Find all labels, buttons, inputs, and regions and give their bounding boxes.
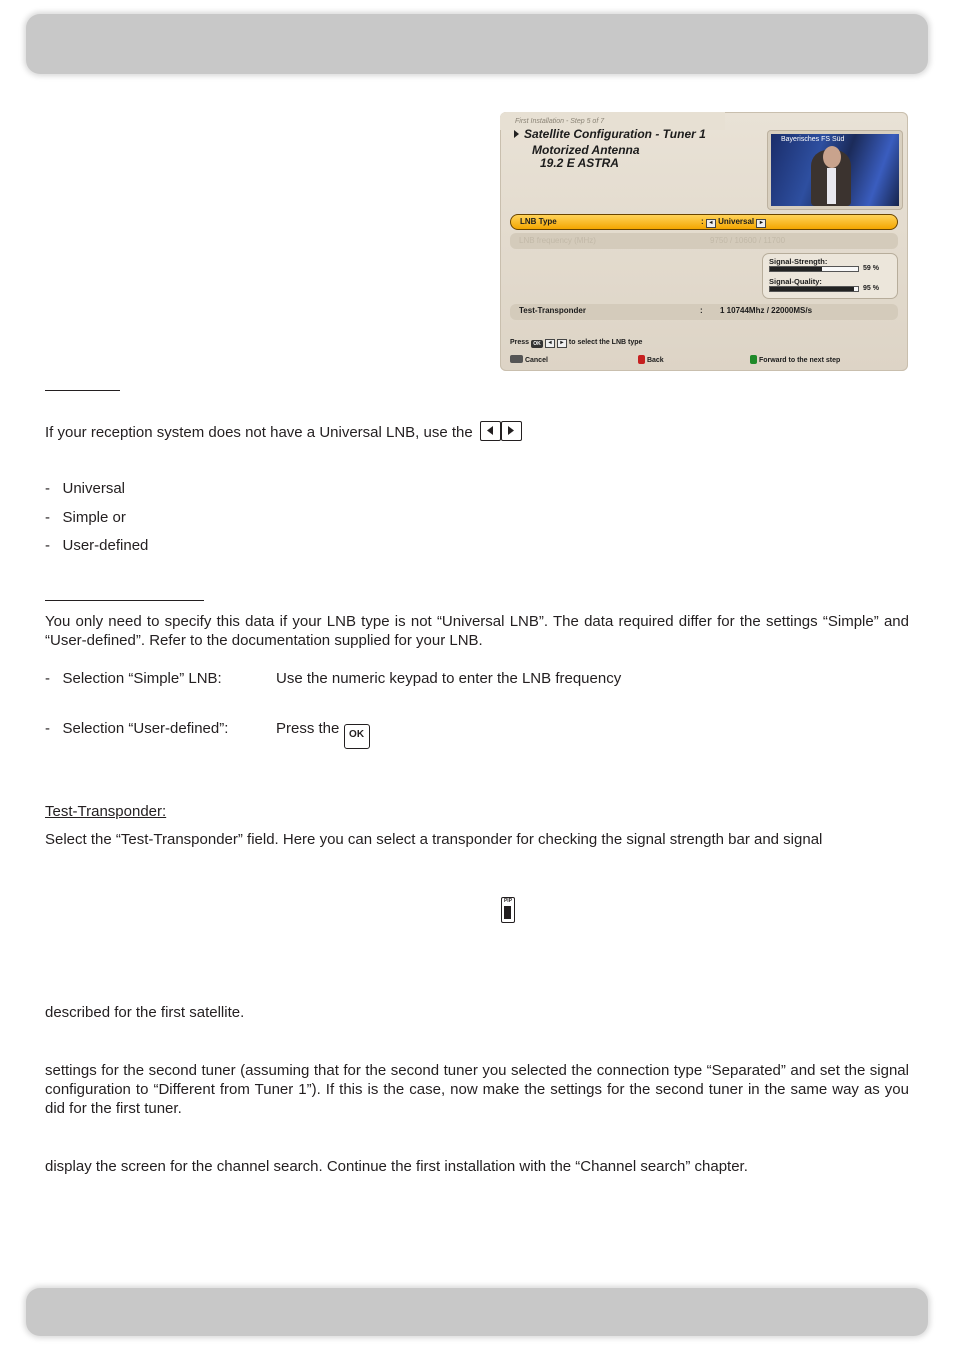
lnb-list-item-1: - Universal — [45, 480, 126, 497]
forward-label: Forward to the next step — [758, 357, 841, 364]
list-item-text: User-defined — [62, 537, 149, 554]
ok-key-icon: OK — [344, 724, 370, 749]
green-key-icon — [750, 355, 757, 364]
left-arrow-icon: ◂ — [706, 219, 716, 228]
signal-strength-label: Signal-Strength: — [769, 257, 828, 266]
back-hint[interactable] — [638, 355, 664, 364]
footer-band — [26, 1288, 928, 1336]
right-arrow-icon: ▸ — [756, 219, 766, 228]
signal-quality-fill — [770, 287, 854, 291]
first-satellite-line: described for the first satellite. — [45, 1004, 245, 1021]
cancel-hint[interactable] — [510, 355, 548, 364]
exit-key-icon — [510, 355, 523, 363]
tv-channel-name: Bayerisches FS Süd — [781, 136, 845, 143]
simple-lnb-text: Use the numeric keypad to enter the LNB frequency — [276, 670, 622, 687]
lnb-type-value-wrap: : ◂ Universal ▸ — [701, 217, 766, 228]
lnb-paragraph — [45, 421, 522, 442]
lnb-frequency-label: LNB frequency (MHz) — [519, 236, 596, 245]
list-item-text: Simple or — [62, 509, 126, 526]
channel-search-line: display the screen for the channel search. Continue the first installation with the “Channel search” chapter. — [45, 1158, 748, 1175]
frequency-paragraph: You only need to specify this data if your LNB type is not “Universal LNB”. The data required differ for the settings “Simple” and “User-defined”. Refer to the documentation supplied for your LNB. — [45, 613, 909, 649]
tv-picture — [771, 134, 899, 206]
lnb-frequency-value: 9750 / 10600 / 11700 — [710, 236, 786, 245]
user-defined-text-wrap — [276, 707, 370, 749]
test-transponder-label: Test-Transponder — [519, 306, 586, 315]
signal-box — [762, 253, 898, 299]
cancel-label: Cancel — [524, 357, 548, 364]
heading-underline-frequency — [45, 600, 204, 601]
screen-step: First Installation - Step 5 of 7 — [515, 118, 605, 125]
pip-key-fill — [504, 906, 511, 919]
signal-strength-value: 59 % — [863, 265, 879, 272]
forward-hint[interactable] — [750, 355, 840, 364]
left-key-icon: ◂ — [545, 339, 555, 348]
simple-lnb-label: Selection “Simple” LNB: — [62, 670, 222, 687]
right-key-icon: ▸ — [557, 339, 567, 348]
lnb-frequency-row — [510, 233, 898, 249]
help-line — [510, 339, 642, 348]
title-arrow-icon — [514, 130, 519, 138]
lnb-paragraph-text: If your reception system does not have a Universal LNB, use the — [45, 424, 473, 441]
pip-key-label: PIP — [503, 898, 513, 904]
satellite-config-screenshot — [500, 112, 908, 371]
user-defined-item: - Selection “User-defined”: Press the OK — [45, 719, 228, 738]
test-transponder-colon: : — [700, 306, 703, 315]
user-defined-text: Press the — [276, 720, 340, 737]
lnb-list-item-2: - Simple or — [45, 509, 126, 526]
test-transponder-row[interactable] — [510, 304, 898, 320]
test-transponder-paragraph: Select the “Test-Transponder” field. Here you can select a transponder for checking the signal strength bar and signal — [45, 831, 823, 848]
screen-satellite: 19.2 E ASTRA — [540, 156, 619, 170]
user-defined-label: Selection “User-defined”: — [62, 720, 229, 737]
heading-underline-lnb — [45, 390, 120, 391]
signal-quality-label: Signal-Quality: — [769, 277, 822, 286]
simple-lnb-item: - Selection “Simple” LNB: Use the numeric keypad to enter the LNB frequency — [45, 670, 622, 687]
back-label: Back — [646, 357, 664, 364]
tv-preview — [767, 130, 903, 210]
test-transponder-heading: Test-Transponder: — [45, 803, 167, 820]
red-key-icon — [638, 355, 645, 364]
press-text: Press — [510, 339, 530, 346]
lnb-list-item-3: - User-defined — [45, 537, 149, 554]
screen-antenna: Motorized Antenna — [532, 143, 640, 157]
presenter-shirt — [827, 168, 836, 204]
screen-title: Satellite Configuration - Tuner 1 — [524, 127, 706, 141]
second-tuner-paragraph: settings for the second tuner (assuming that for the second tuner you selected the connection type “Separated” and set the signal configuration to “Different from Tuner 1”). If this is the case, now make the settings for the second tuner in the same way as you did for the first tuner. — [45, 1062, 909, 1117]
test-transponder-value: 1 10744Mhz / 22000MS/s — [720, 306, 813, 315]
signal-strength-bar — [769, 266, 859, 272]
lnb-type-value: Universal — [718, 217, 755, 226]
lnb-type-label: LNB Type — [520, 217, 557, 226]
list-item-text: Universal — [62, 480, 126, 497]
header-band — [26, 14, 928, 74]
pip-key-icon — [501, 897, 515, 923]
signal-strength-fill — [770, 267, 822, 271]
ok-key-icon: OK — [531, 340, 543, 348]
presenter-face — [823, 146, 841, 168]
signal-quality-bar — [769, 286, 859, 292]
right-arrow-key-icon — [501, 421, 522, 441]
help-tail: to select the LNB type — [568, 339, 643, 346]
lnb-type-row[interactable] — [510, 214, 898, 230]
left-arrow-key-icon — [480, 421, 501, 441]
signal-quality-value: 95 % — [863, 285, 879, 292]
